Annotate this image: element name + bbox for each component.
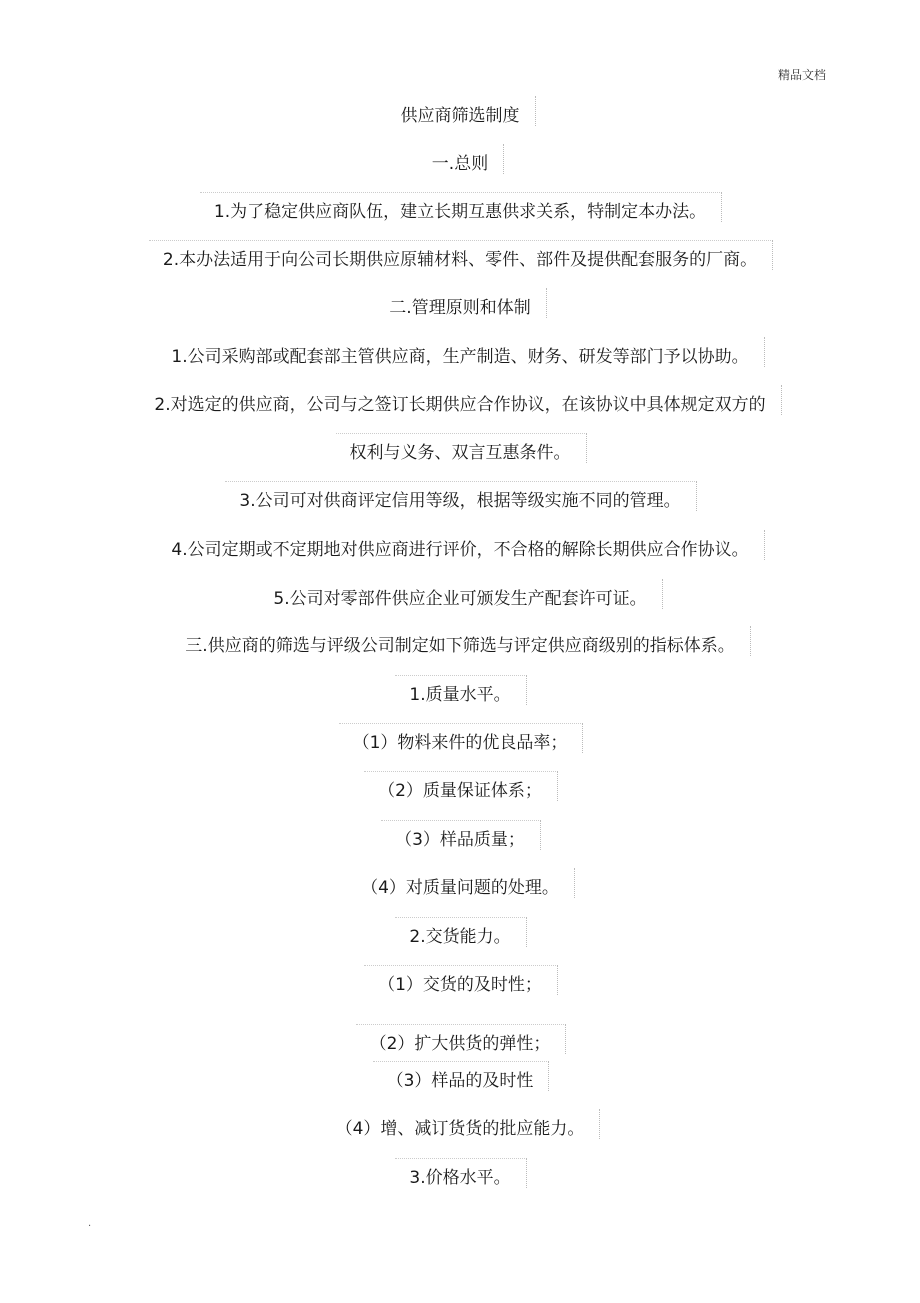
section-heading: 三.供应商的筛选与评级公司制定如下筛选与评定供应商级别的指标体系。 [0,632,920,660]
section-heading: 二.管理原则和体制 [0,294,920,322]
list-item: （4）对质量问题的处理。 [0,874,920,902]
list-item: （4）增、减订货货的批应能力。 [0,1115,920,1143]
section-heading: 一.总则 [0,150,920,178]
list-item: （3）样品的及时性 [0,1067,920,1095]
paragraph-line: 2.本办法适用于向公司长期供应原辅材料、零件、部件及提供配套服务的厂商。 [0,246,920,274]
paragraph-line: 5.公司对零部件供应企业可颁发生产配套许可证。 [0,585,920,613]
paragraph-line: 3.公司可对供商评定信用等级，根据等级实施不同的管理。 [0,487,920,515]
document-title: 供应商筛选制度 [0,102,920,130]
list-item: （2）质量保证体系； [0,777,920,805]
list-heading: 3.价格水平。 [0,1164,920,1192]
paragraph-line: 1.公司采购部或配套部主管供应商，生产制造、财务、研发等部门予以协助。 [0,343,920,371]
list-item: （3）样品质量； [0,826,920,854]
paragraph-line: 1.为了稳定供应商队伍，建立长期互惠供求关系，特制定本办法。 [0,198,920,226]
list-item: （2）扩大供货的弹性； [0,1030,920,1058]
list-item: （1）物料来件的优良品率； [0,729,920,757]
list-item: （1）交货的及时性； [0,971,920,999]
list-heading: 2.交货能力。 [0,923,920,951]
paragraph-line: 2.对选定的供应商，公司与之签订长期供应合作协议，在该协议中具体规定双方的 [0,391,920,419]
footer-mark: . [88,1218,92,1229]
header-text: 精品文档 [777,68,826,82]
list-heading: 1.质量水平。 [0,681,920,709]
paragraph-line: 4.公司定期或不定期地对供应商进行评价，不合格的解除长期供应合作协议。 [0,536,920,564]
paragraph-line: 权利与义务、双言互惠条件。 [0,439,920,467]
